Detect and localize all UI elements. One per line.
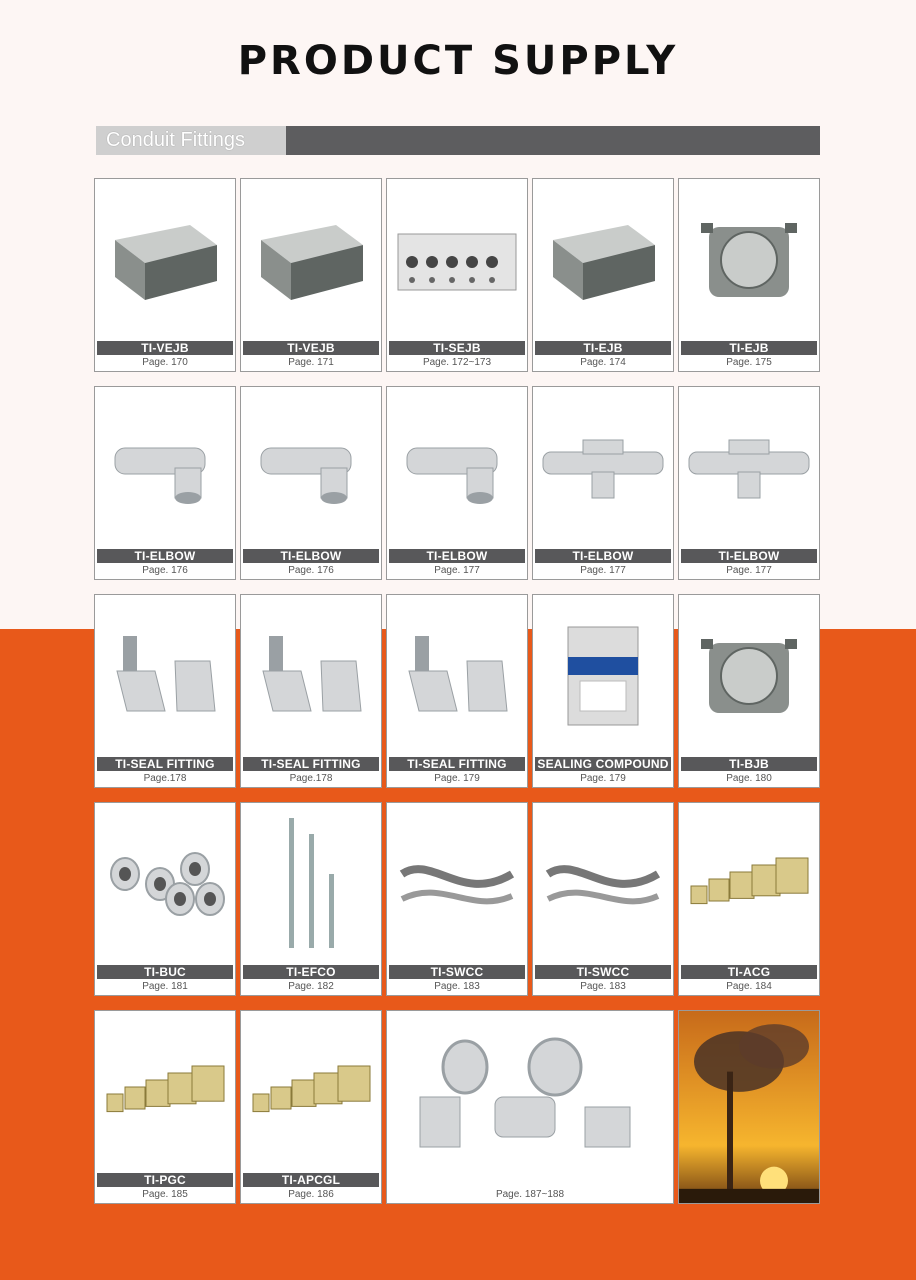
round-enclosure-icon xyxy=(679,595,819,757)
product-name: TI-ACG xyxy=(681,965,817,979)
page-reference: Page. 176 xyxy=(142,565,188,576)
elbow-fitting-icon xyxy=(241,387,381,549)
flex-rod-icon xyxy=(241,803,381,965)
page-reference: Page. 177 xyxy=(580,565,626,576)
page-reference: Page. 179 xyxy=(580,773,626,784)
round-enclosure-icon xyxy=(679,179,819,341)
control-box-icon xyxy=(387,179,527,341)
product-card[interactable] xyxy=(240,386,382,580)
product-card[interactable] xyxy=(678,594,820,788)
product-name: TI-ELBOW xyxy=(535,549,671,563)
product-name: TI-SEAL FITTING xyxy=(97,757,233,771)
page-reference: Page. 183 xyxy=(580,981,626,992)
product-name: TI-ELBOW xyxy=(243,549,379,563)
section-label: Conduit Fittings xyxy=(96,126,286,155)
product-card[interactable] xyxy=(94,386,236,580)
page-reference: Page. 186 xyxy=(288,1189,334,1200)
product-name: TI-SEJB xyxy=(389,341,525,355)
product-name: TI-APCGL xyxy=(243,1173,379,1187)
page-reference: Page. 176 xyxy=(288,565,334,576)
product-card[interactable] xyxy=(240,178,382,372)
tee-fitting-icon xyxy=(533,387,673,549)
product-name: TI-SEAL FITTING xyxy=(243,757,379,771)
page-title: PRODUCT SUPPLY xyxy=(237,38,679,84)
product-card[interactable] xyxy=(678,386,820,580)
page-reference: Page. 172~173 xyxy=(422,357,492,368)
product-card[interactable] xyxy=(94,1010,236,1204)
tee-fitting-icon xyxy=(679,387,819,549)
elbow-fitting-icon xyxy=(387,387,527,549)
product-name: TI-ELBOW xyxy=(681,549,817,563)
product-card[interactable] xyxy=(386,178,528,372)
elbow-fitting-icon xyxy=(95,387,235,549)
product-card[interactable] xyxy=(94,802,236,996)
page-reference: Page. 170 xyxy=(142,357,188,368)
seal-fitting-icon xyxy=(241,595,381,757)
page-reference: Page. 183 xyxy=(434,981,480,992)
junction-box-icon xyxy=(241,179,381,341)
smokestack-photo xyxy=(679,1011,819,1203)
page-reference: Page. 185 xyxy=(142,1189,188,1200)
seal-fitting-icon xyxy=(387,595,527,757)
product-card[interactable] xyxy=(94,178,236,372)
page-reference: Page. 182 xyxy=(288,981,334,992)
page-reference: Page.178 xyxy=(143,773,187,784)
union-icon xyxy=(95,803,235,965)
junction-box-icon xyxy=(95,179,235,341)
cable-gland-icon xyxy=(241,1011,381,1173)
product-card[interactable] xyxy=(240,802,382,996)
product-name: TI-EJB xyxy=(681,341,817,355)
product-card[interactable] xyxy=(240,1010,382,1204)
seal-fitting-icon xyxy=(95,595,235,757)
product-card[interactable] xyxy=(386,1010,674,1204)
product-card[interactable] xyxy=(532,802,674,996)
product-name: TI-PGC xyxy=(97,1173,233,1187)
adapter-icon xyxy=(387,1011,673,1173)
page-reference: Page. 177 xyxy=(726,565,772,576)
product-card[interactable] xyxy=(678,178,820,372)
product-card[interactable] xyxy=(386,802,528,996)
product-card[interactable] xyxy=(678,802,820,996)
cable-gland-icon xyxy=(679,803,819,965)
product-name: TI-VEJB xyxy=(97,341,233,355)
page-reference: Page. 174 xyxy=(580,357,626,368)
product-name: SEALING COMPOUND xyxy=(535,757,671,771)
page-reference: Page. 180 xyxy=(726,773,772,784)
page-reference: Page. 187~188 xyxy=(495,1189,565,1200)
page-reference: Page. 179 xyxy=(434,773,480,784)
junction-box-icon xyxy=(533,179,673,341)
page-reference: Page. 175 xyxy=(726,357,772,368)
product-name: TI-ELBOW xyxy=(389,549,525,563)
product-name: TI-ELBOW xyxy=(97,549,233,563)
product-name: TI-VEJB xyxy=(243,341,379,355)
product-card[interactable] xyxy=(240,594,382,788)
product-card[interactable] xyxy=(532,178,674,372)
page-reference: Page. 184 xyxy=(726,981,772,992)
page-reference: Page. 181 xyxy=(142,981,188,992)
product-name: TI-SWCC xyxy=(389,965,525,979)
page-reference: Page. 171 xyxy=(288,357,334,368)
can-icon xyxy=(533,595,673,757)
page-reference: Page. 177 xyxy=(434,565,480,576)
flex-hose-icon xyxy=(387,803,527,965)
product-card[interactable] xyxy=(532,594,674,788)
product-card[interactable] xyxy=(386,594,528,788)
product-card[interactable] xyxy=(94,594,236,788)
product-name: TI-EJB xyxy=(535,341,671,355)
product-name: TI-EFCO xyxy=(243,965,379,979)
product-name: TI-BJB xyxy=(681,757,817,771)
product-card[interactable] xyxy=(386,386,528,580)
page-reference: Page.178 xyxy=(289,773,333,784)
cable-gland-icon xyxy=(95,1011,235,1173)
section-header-bar xyxy=(96,126,820,155)
product-card[interactable] xyxy=(532,386,674,580)
product-name: TI-BUC xyxy=(97,965,233,979)
product-card[interactable] xyxy=(678,1010,820,1204)
product-name: TI-SEAL FITTING xyxy=(389,757,525,771)
product-name: TI-SWCC xyxy=(535,965,671,979)
flex-hose-icon xyxy=(533,803,673,965)
